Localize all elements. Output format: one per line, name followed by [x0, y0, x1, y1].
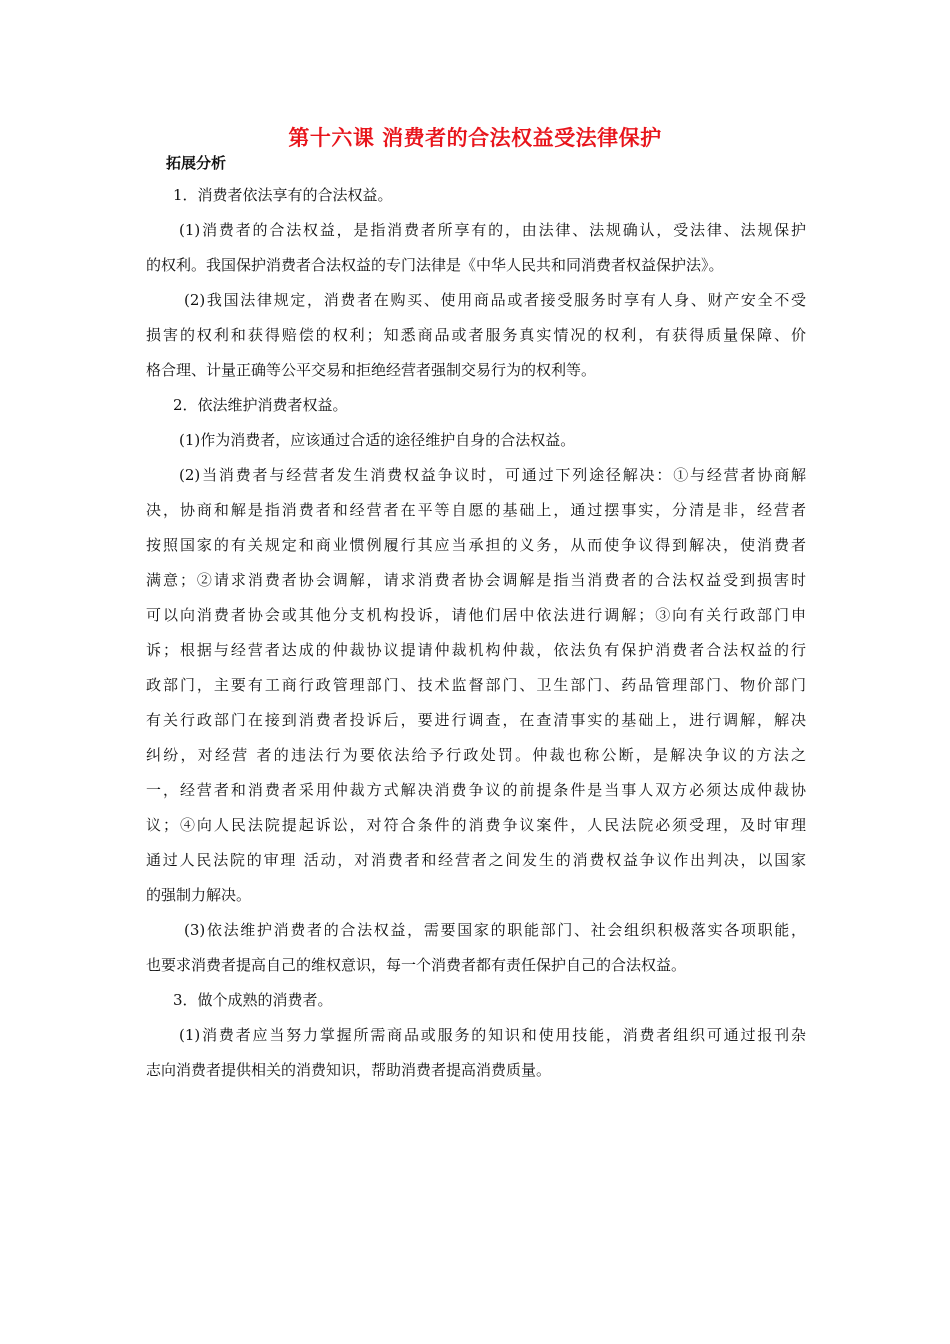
- paragraph-line: (1)作为消费者，应该通过合适的途径维护自身的合法权益。: [179, 431, 576, 449]
- paragraph-line: (3)依法维护消费者的合法权益，需要国家的职能部门、社会组织积极落实各项职能，: [184, 921, 806, 939]
- paragraph-line: 一，经营者和消费者采用仲裁方式解决消费争议的前提条件是当事人双方必须达成仲裁协: [146, 781, 806, 799]
- paragraph-line: 满意；②请求消费者协会调解，请求消费者协会调解是指当消费者的合法权益受到损害时: [146, 571, 806, 589]
- paragraph-line: 可以向消费者协会或其他分支机构投诉，请他们居中依法进行调解；③向有关行政部门申: [146, 606, 806, 624]
- paragraph-line: 按照国家的有关规定和商业惯例履行其应当承担的义务，从而使争议得到解决，使消费者: [146, 536, 806, 554]
- paragraph-line: 有关行政部门在接到消费者投诉后，要进行调查，在查清事实的基础上，进行调解，解决: [146, 711, 806, 729]
- paragraph-line: (2)当消费者与经营者发生消费权益争议时，可通过下列途径解决：①与经营者协商解: [179, 466, 806, 484]
- section-heading: 拓展分析: [166, 154, 227, 172]
- document-body: [146, 184, 806, 1094]
- item-heading-3: 3．做个成熟的消费者。: [173, 991, 333, 1009]
- paragraph-line: (2)我国法律规定，消费者在购买、使用商品或者接受服务时享有人身、财产安全不受: [184, 291, 806, 309]
- page-title: 第十六课 消费者的合法权益受法律保护: [288, 126, 662, 150]
- paragraph-line: (1)消费者的合法权益，是指消费者所享有的，由法律、法规确认，受法律、法规保护: [179, 221, 806, 239]
- paragraph-line: 格合理、计量正确等公平交易和拒绝经营者强制交易行为的权利等。: [146, 361, 597, 379]
- paragraph-line: 损害的权利和获得赔偿的权利；知悉商品或者服务真实情况的权利，有获得质量保障、价: [146, 326, 806, 344]
- paragraph-line: (1)消费者应当努力掌握所需商品或服务的知识和使用技能，消费者组织可通过报刊杂: [179, 1026, 806, 1044]
- item-heading-1: 1．消费者依法享有的合法权益。: [173, 186, 393, 204]
- paragraph-line: 也要求消费者提高自己的维权意识，每一个消费者都有责任保护自己的合法权益。: [146, 956, 687, 974]
- paragraph-line: 的强制力解决。: [146, 886, 252, 904]
- paragraph-line: 议；④向人民法院提起诉讼，对符合条件的消费争议案件，人民法院必须受理，及时审理: [146, 816, 806, 834]
- paragraph-line: 决，协商和解是指消费者和经营者在平等自愿的基础上，通过摆事实，分清是非，经营者: [146, 501, 806, 519]
- paragraph-line: 诉；根据与经营者达成的仲裁协议提请仲裁机构仲裁，依法负有保护消费者合法权益的行: [146, 641, 806, 659]
- paragraph-line: 志向消费者提供相关的消费知识，帮助消费者提高消费质量。: [146, 1061, 552, 1079]
- paragraph-line: 的权利。我国保护消费者合法权益的专门法律是《中华人民共和同消费者权益保护法》。: [146, 256, 724, 274]
- paragraph-line: 纠纷，对经营 者的违法行为要依法给予行政处罚。仲裁也称公断，是解决争议的方法之: [146, 746, 806, 764]
- paragraph-line: 通过人民法院的审理 活动，对消费者和经营者之间发生的消费权益争议作出判决，以国家: [146, 851, 806, 869]
- paragraph-line: 政部门，主要有工商行政管理部门、技术监督部门、卫生部门、药品管理部门、物价部门: [146, 676, 806, 694]
- item-heading-2: 2．依法维护消费者权益。: [173, 396, 348, 414]
